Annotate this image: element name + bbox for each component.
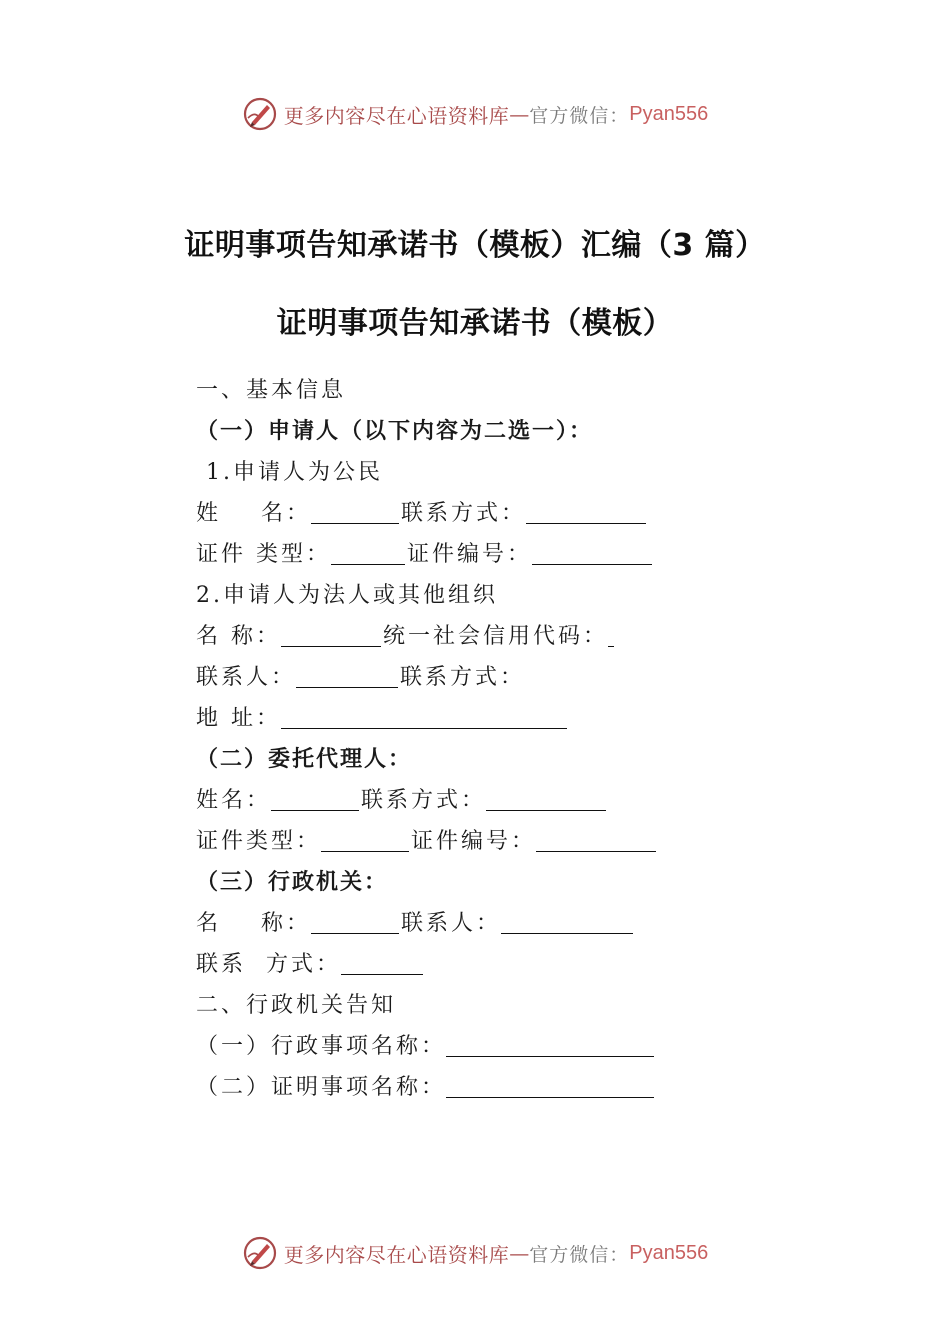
citizen-contact-label: 联系方式： bbox=[400, 501, 526, 526]
footer-banner-wechat-label: 官方微信： bbox=[529, 1243, 630, 1266]
org-address-blank[interactable] bbox=[281, 704, 567, 729]
agent-name-blank[interactable] bbox=[271, 786, 359, 811]
citizen-name-blank[interactable] bbox=[311, 499, 399, 524]
section-heading-basic-info: 一、基本信息 bbox=[196, 378, 347, 403]
org-contact-label: 联系方式： bbox=[400, 665, 526, 690]
footer-banner-wechat-id: Pyan556 bbox=[629, 1241, 709, 1264]
agent-idtype-blank[interactable] bbox=[321, 827, 409, 852]
notice-item1-label: （一）行政事项名称： bbox=[196, 1034, 447, 1059]
admin-org-contact-blank[interactable] bbox=[341, 950, 423, 975]
org-heading: 2.申请人为法人或其他组织 bbox=[196, 583, 498, 608]
citizen-idno-blank[interactable] bbox=[532, 540, 652, 565]
document-body bbox=[196, 370, 836, 1108]
org-address-row bbox=[196, 698, 836, 739]
document-subtitle: 证明事项告知承诺书（模板） bbox=[276, 306, 674, 341]
notice-item2-blank[interactable] bbox=[446, 1073, 654, 1098]
admin-org-heading: （三）行政机关： bbox=[196, 869, 389, 895]
admin-org-contact-person-label: 联系人： bbox=[400, 911, 501, 936]
header-banner bbox=[0, 94, 950, 134]
org-address-label: 地 址： bbox=[196, 706, 281, 731]
agent-idno-label: 证件编号： bbox=[411, 829, 537, 854]
citizen-id-row bbox=[196, 534, 836, 575]
agent-name-label: 姓名： bbox=[196, 788, 272, 813]
footer-banner bbox=[0, 1233, 950, 1273]
admin-org-name-label: 名 称： bbox=[196, 911, 311, 936]
citizen-name-row bbox=[196, 493, 836, 534]
citizen-name-label: 姓 名： bbox=[196, 501, 311, 526]
document-title: 证明事项告知承诺书（模板）汇编（3 篇） bbox=[184, 228, 766, 263]
agent-contact-label: 联系方式： bbox=[361, 788, 487, 813]
org-name-label: 名 称： bbox=[196, 624, 281, 649]
citizen-idtype-label: 证件 类型： bbox=[196, 542, 331, 567]
admin-org-contact-person-blank[interactable] bbox=[501, 909, 633, 934]
citizen-contact-blank[interactable] bbox=[526, 499, 646, 524]
agent-idno-blank[interactable] bbox=[536, 827, 656, 852]
banner-text: 更多内容尽在心语资料库 bbox=[283, 103, 510, 128]
org-name-blank[interactable] bbox=[281, 622, 381, 647]
footer-banner-text: 更多内容尽在心语资料库 bbox=[283, 1242, 510, 1267]
banner-wechat-label: 官方微信： bbox=[529, 104, 630, 127]
banner-wechat-id: Pyan556 bbox=[629, 102, 709, 125]
admin-org-name-blank[interactable] bbox=[311, 909, 399, 934]
org-contact-row bbox=[196, 657, 836, 698]
citizen-idtype-blank[interactable] bbox=[331, 540, 405, 565]
footer-banner-dash: — bbox=[509, 1241, 530, 1265]
org-name-row bbox=[196, 616, 836, 657]
agent-heading: （二）委托代理人： bbox=[196, 746, 413, 772]
admin-org-name-row bbox=[196, 903, 836, 944]
notice-item1-blank[interactable] bbox=[446, 1032, 654, 1057]
agent-contact-blank[interactable] bbox=[486, 786, 606, 811]
notice-item1-row bbox=[196, 1026, 836, 1067]
pen-circle-logo-icon bbox=[242, 96, 278, 132]
org-credit-label: 统一社会信用代码： bbox=[383, 624, 609, 649]
org-contact-person-label: 联系人： bbox=[196, 665, 297, 690]
org-credit-blank[interactable] bbox=[608, 622, 614, 647]
admin-org-contact-label: 联系 方式： bbox=[196, 952, 341, 977]
agent-idtype-label: 证件类型： bbox=[196, 829, 322, 854]
citizen-heading: 1.申请人为公民 bbox=[206, 460, 383, 485]
section-heading-notice: 二、行政机关告知 bbox=[196, 993, 397, 1018]
admin-org-contact-row bbox=[196, 944, 836, 985]
org-contact-person-blank[interactable] bbox=[296, 663, 398, 688]
notice-item2-row bbox=[196, 1067, 836, 1108]
agent-name-row bbox=[196, 780, 836, 821]
agent-id-row bbox=[196, 821, 836, 862]
banner-dash: — bbox=[509, 102, 530, 126]
citizen-idno-label: 证件编号： bbox=[407, 542, 533, 567]
notice-item2-label: （二）证明事项名称： bbox=[196, 1075, 447, 1100]
pen-circle-logo-icon bbox=[242, 1235, 278, 1271]
applicant-heading: （一）申请人（以下内容为二选一）： bbox=[196, 418, 594, 444]
